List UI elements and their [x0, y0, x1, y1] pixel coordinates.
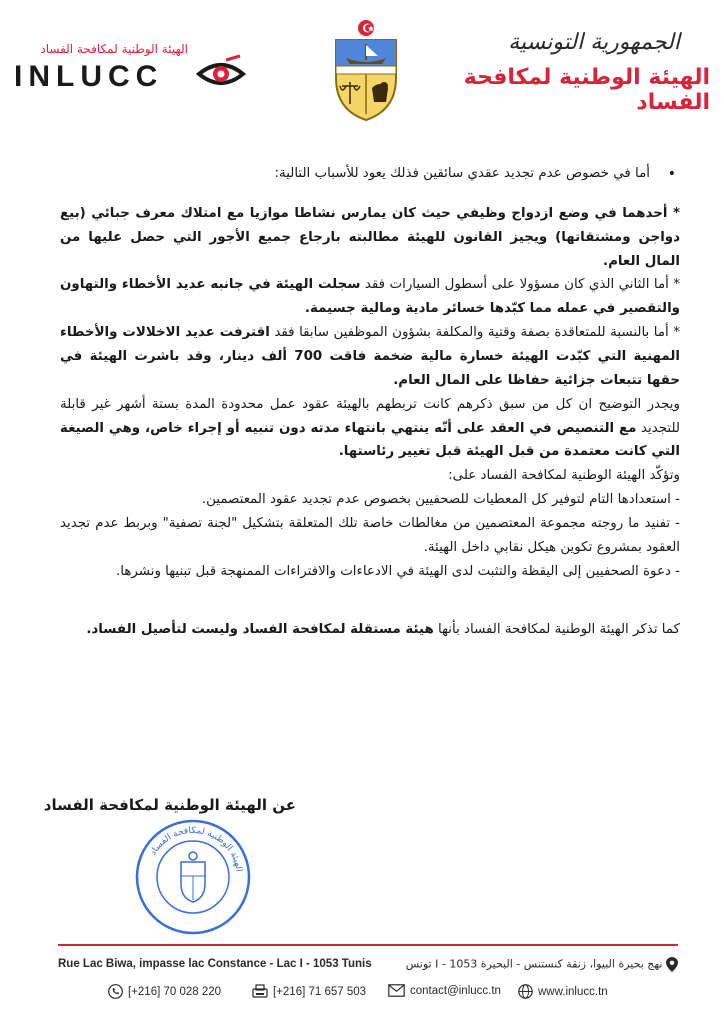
republic-header	[460, 30, 710, 115]
reason-2-lead: * أما الثاني الذي كان مسؤولا على أسطول السيارات فقد	[360, 277, 680, 293]
organization-title: الهيئة الوطنية لمكافحة الفساد	[463, 65, 710, 115]
footer-address	[58, 956, 678, 976]
fax-icon	[252, 984, 268, 999]
tunisia-coat-of-arms-icon	[330, 18, 402, 122]
affirm-item-2: - تفنيد ما روجته مجموعة المعتصمين من مغالطات خاصة تلك المتعلقة بتشكيل "لجنة تصفية" وبربط عدم تجديد العقود بمشروع تكوين هيكل نقابي داخل الهيئة.	[60, 516, 680, 555]
affirm-intro: وتؤكّد الهيئة الوطنية لمكافحة الفساد على:	[448, 468, 680, 484]
bullet-intro: • أما في خصوص عدم تجديد عقدي سائقين فذلك يعود للأسباب التالية:	[60, 162, 680, 186]
closing-lead: كما تذكر الهيئة الوطنية لمكافحة الفساد بأنها	[433, 621, 680, 637]
reason-3-lead: * أما بالنسبة للمتعاقدة بصفة وقتية والمكلفة بشؤون الموظفين سابقا فقد	[269, 325, 680, 341]
affirm-item-1: - استعدادها التام لتوفير كل المعطيات للصحفيين بخصوص عدم تجديد عقود المعتصمين.	[201, 492, 680, 508]
reason-2-emphasis: سجلت الهيئة في جانبه عديد الأخطاء والتهاون والتقصير في عمله مما كبّدها خسائر مادية ومالية جسيمة.	[60, 277, 680, 317]
republic-title: الجمهورية التونسية	[508, 30, 680, 55]
footer-divider	[58, 944, 678, 946]
reason-1-paragraph: * أحدهما في وضع ازدواج وظيفي حيث كان يمارس نشاطا موازيا مع امتلاك معرف جبائي (بيع دواجن ومشتقاتها) ويجيز القانون للهيئة مطالبته بارجاع جميع الأجور التي حصل عليها من المال العام.	[60, 205, 680, 269]
globe-icon	[518, 984, 533, 999]
letter-body	[60, 162, 680, 641]
fax-number: [+216] 71 657 503	[273, 985, 367, 998]
logo-arabic-name: الهيئة الوطنية لمكافحة الفساد	[40, 42, 188, 56]
logo-latin-name: INLUCC	[14, 60, 164, 93]
reason-3-paragraph	[60, 321, 680, 393]
reason-2-paragraph	[60, 273, 680, 321]
fax-contact	[252, 984, 366, 999]
clarification-paragraph	[60, 393, 680, 465]
email-address[interactable]: contact@inlucc.tn	[410, 984, 501, 997]
location-pin-icon	[666, 957, 678, 972]
website-contact[interactable]	[518, 984, 608, 999]
phone-contact	[108, 984, 221, 999]
address-arabic-wrap	[406, 957, 678, 972]
phone-number: [+216] 70 028 220	[128, 985, 222, 998]
inlucc-logo	[10, 40, 250, 100]
website-url[interactable]: www.inlucc.tn	[538, 985, 608, 998]
signature-line: عن الهيئة الوطنية لمكافحة الفساد	[43, 796, 296, 814]
closing-paragraph	[60, 618, 680, 642]
stamp-text: الهيئة الوطنية لمكافحة الفساد	[148, 825, 244, 873]
email-contact[interactable]	[388, 984, 501, 997]
address-arabic: نهج بحيرة البيوا، زنقة كنستنس - البحيرة I - 1053 تونس	[405, 957, 663, 971]
affirm-item-3: - دعوة الصحفيين إلى اليقظة والتثبت لدى الهيئة في الادعاءات والافتراءات الممنهجة قبل تبنيها ونشرها.	[115, 563, 680, 579]
address-french: Rue Lac Biwa, impasse lac Constance - Lac I - 1053 Tunis	[58, 958, 372, 970]
clarification-lead: ويجدر التوضيح ان كل من سبق ذكرهم كانت تربطهم بالهيئة عقود عمل محدودة المدة بستة أشهر غير قابلة للتجديد	[60, 396, 680, 436]
phone-icon	[108, 984, 123, 999]
official-stamp-icon	[134, 818, 252, 936]
eye-icon	[196, 54, 246, 94]
clarification-emphasis: مع التنصيص في العقد على أنّه ينتهي بانتهاء مدته دون تنبيه أو إجراء خاص، وهي الصيغة التي كانت معتمدة من قبل الهيئة قبل تغيير رئاستها.	[60, 420, 680, 460]
reason-3-emphasis: اقترفت عديد الاخلالات والأخطاء المهنية التي كبّدت الهيئة خسارة مالية ضخمة فاقت 700 ألف دينار، وقد باشرت الهيئة في حقها تتبعات جزائية حفاظا على المال العام.	[60, 325, 680, 388]
closing-emphasis: هيئة مستقلة لمكافحة الفساد وليست لتأصيل الفساد.	[86, 621, 434, 637]
spacer	[60, 584, 680, 618]
email-icon	[388, 984, 405, 997]
letterhead	[0, 0, 724, 140]
footer-contacts	[108, 984, 668, 1006]
